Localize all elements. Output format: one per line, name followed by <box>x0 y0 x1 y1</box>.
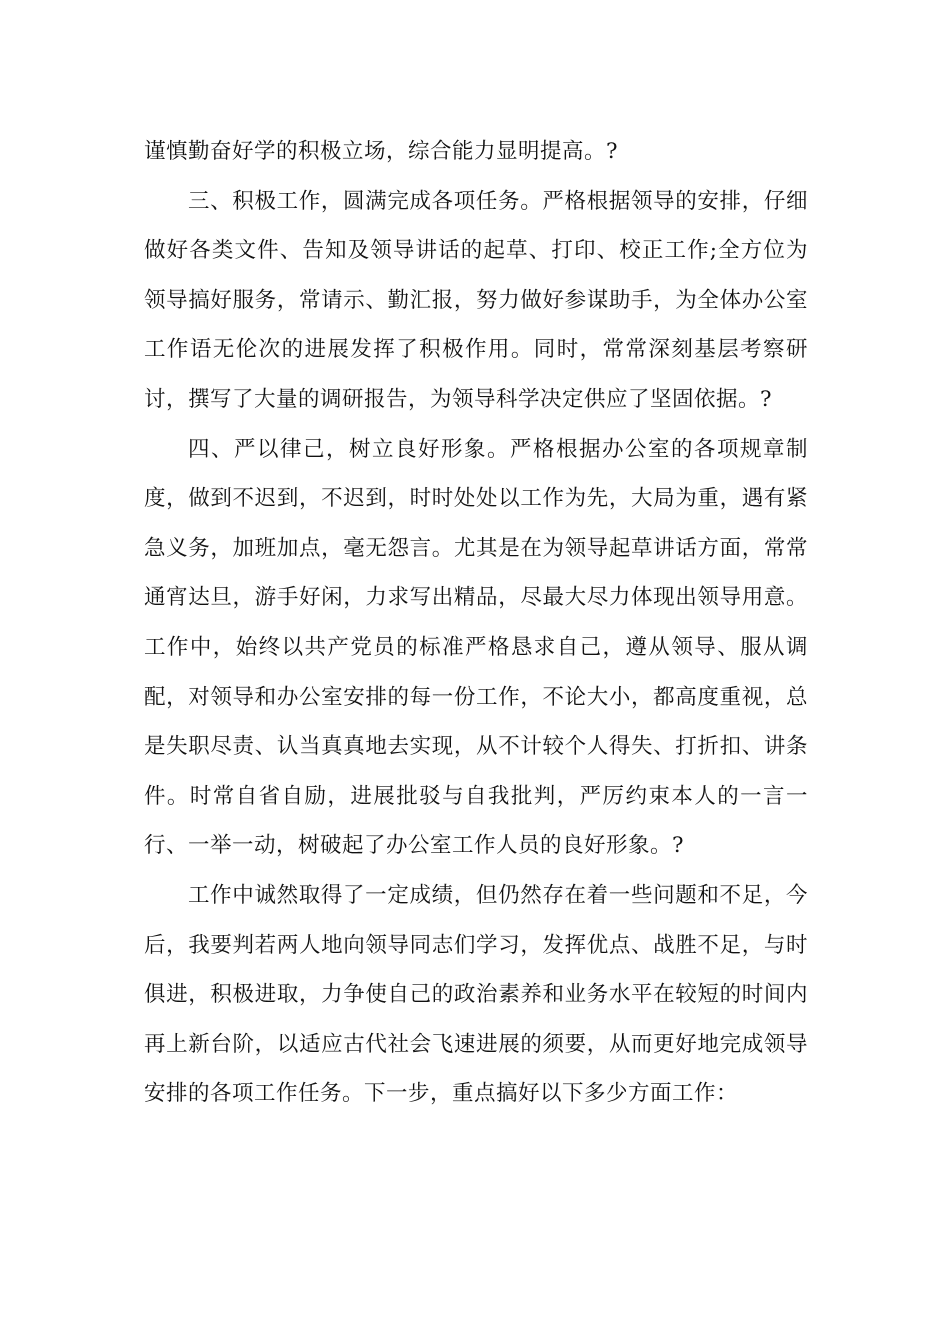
paragraph-summary: 工作中诚然取得了一定成绩，但仍然存在着一些问题和不足，今后，我要判若两人地向领导同志们学习，发挥优点、战胜不足，与时俱进，积极进取，力争使自己的政治素养和业务水平在较短的时间内再上新台阶，以适应古代社会飞速进展的须要，从而更好地完成领导安排的各项工作任务。下一步，重点搞好以下多少方面工作： <box>144 882 808 1107</box>
paragraph-section-four: 四、严以律己，树立良好形象。严格根据办公室的各项规章制度，做到不迟到，不迟到，时时处处以工作为先，大局为重，遇有紧急义务，加班加点，毫无怨言。尤其是在为领导起草讲话方面，常常通宵达旦，游手好闲，力求写出精品，尽最大尽力体现出领导用意。工作中，始终以共产党员的标准严格恳求自己，遵从领导、服从调配，对领导和办公室安排的每一份工作，不论大小，都高度重视，总是失职尽责、认当真真地去实现，从不计较个人得失、打折扣、讲条件。时常自省自励，进展批驳与自我批判，严厉约束本人的一言一行、一举一动，树破起了办公室工作人员的良好形象。? <box>144 436 808 859</box>
paragraph-continuation: 谨慎勤奋好学的积极立场，综合能力显明提高。? <box>144 139 619 164</box>
paragraph-section-three: 三、积极工作，圆满完成各项任务。严格根据领导的安排，仔细做好各类文件、告知及领导讲话的起草、打印、校正工作;全方位为领导搞好服务，常请示、勤汇报，努力做好参谋助手，为全体办公室工作语无伦次的进展发挥了积极作用。同时，常常深刻基层考察研讨，撰写了大量的调研报告，为领导科学决定供应了坚固依据。? <box>144 188 808 412</box>
document-body <box>144 127 808 1119</box>
